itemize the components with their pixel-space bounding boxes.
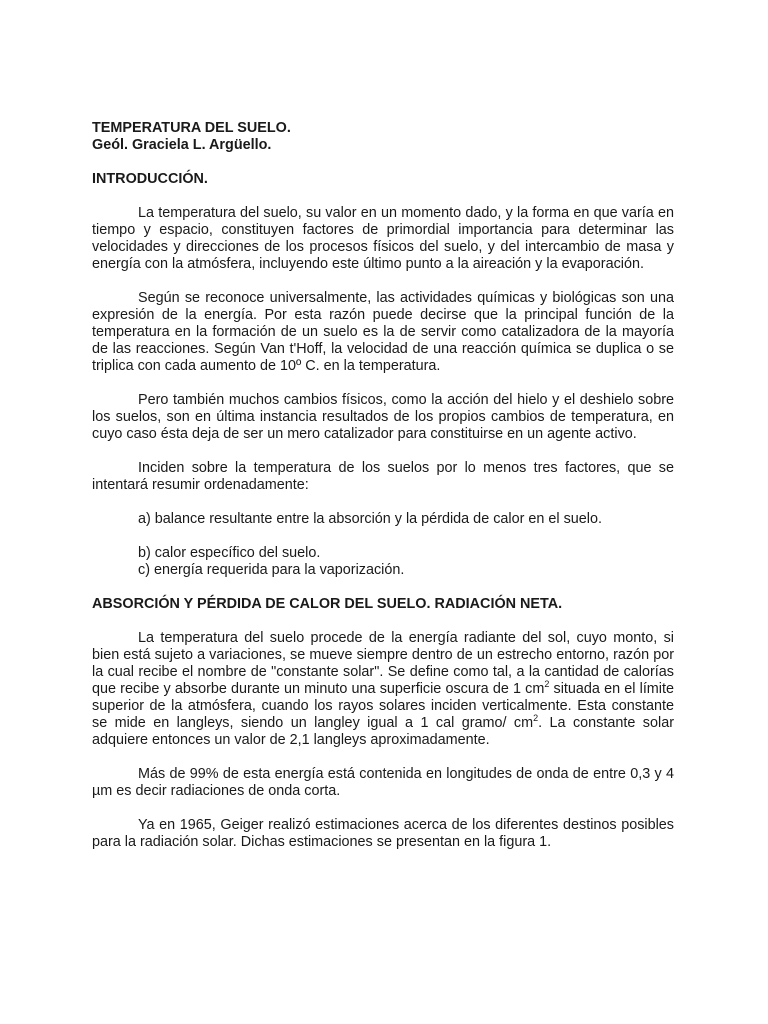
- intro-paragraph-3: Pero también muchos cambios físicos, como la acción del hielo y el deshielo sobre los suelos, son en última instancia resultados de los propios cambios de temperatura, en cuyo caso ésta deja de ser un mero catalizador para constituirse en un agente activo.: [92, 392, 674, 442]
- section-heading-radiation: ABSORCIÓN Y PÉRDIDA DE CALOR DEL SUELO. RADIACIÓN NETA.: [92, 596, 563, 612]
- intro-paragraph-4: Inciden sobre la temperatura de los suelos por lo menos tres factores, que se intentará resumir ordenadamente:: [92, 460, 674, 493]
- superscript-2: 2: [533, 713, 539, 724]
- list-item-a: a) balance resultante entre la absorción y la pérdida de calor en el suelo.: [138, 511, 602, 527]
- radiation-paragraph-1: [92, 630, 674, 749]
- radiation-paragraph-1-part-c: . La constante solar adquiere entonces un valor de 2,1 langleys aproximadamente.: [92, 715, 674, 748]
- intro-paragraph-1: La temperatura del suelo, su valor en un momento dado, y la forma en que varía en tiempo y espacio, constituyen factores de primordial importancia para determinar las velocidades y direcciones de los procesos físicos del suelo, y del intercambio de masa y energía con la atmósfera, incluyendo este último punto a la aireación y la evaporación.: [92, 205, 674, 272]
- list-item-b: b) calor específico del suelo.: [138, 545, 321, 561]
- document-page: [92, 120, 674, 851]
- radiation-paragraph-1-part-b: situada en el límite superior de la atmósfera, cuando los rayos solares inciden verticalmente. Esta constante se mide en langleys, siendo un langley igual a 1 cal gramo/ cm: [92, 681, 674, 731]
- author-line: Geól. Graciela L. Argüello.: [92, 137, 272, 153]
- intro-paragraph-2: Según se reconoce universalmente, las actividades químicas y biológicas son una expresión de la energía. Por esta razón puede decirse que la principal función de la temperatura en la formación de un suelo es la de servir como catalizadora de la mayoría de las reacciones. Según Van t'Hoff, la velocidad de una reacción química se duplica o se triplica con cada aumento de 10º C. en la temperatura.: [92, 290, 674, 374]
- radiation-paragraph-2: Más de 99% de esta energía está contenida en longitudes de onda de entre 0,3 y 4 µm es decir radiaciones de onda corta.: [92, 766, 674, 799]
- list-item-c: c) energía requerida para la vaporización.: [138, 562, 405, 578]
- document-title: TEMPERATURA DEL SUELO.: [92, 120, 291, 136]
- radiation-paragraph-3: Ya en 1965, Geiger realizó estimaciones acerca de los diferentes destinos posibles para la radiación solar. Dichas estimaciones se presentan en la figura 1.: [92, 817, 674, 850]
- intro-heading: INTRODUCCIÓN.: [92, 171, 208, 187]
- superscript-2: 2: [544, 679, 550, 690]
- radiation-paragraph-1-part-a: La temperatura del suelo procede de la energía radiante del sol, cuyo monto, si bien está sujeto a variaciones, se mueve siempre dentro de un estrecho entorno, razón por la cual recibe el nombre de "constante solar". Se define como tal, a la cantidad de calorías que recibe y absorbe durante un minuto una superficie oscura de 1 cm: [92, 630, 674, 697]
